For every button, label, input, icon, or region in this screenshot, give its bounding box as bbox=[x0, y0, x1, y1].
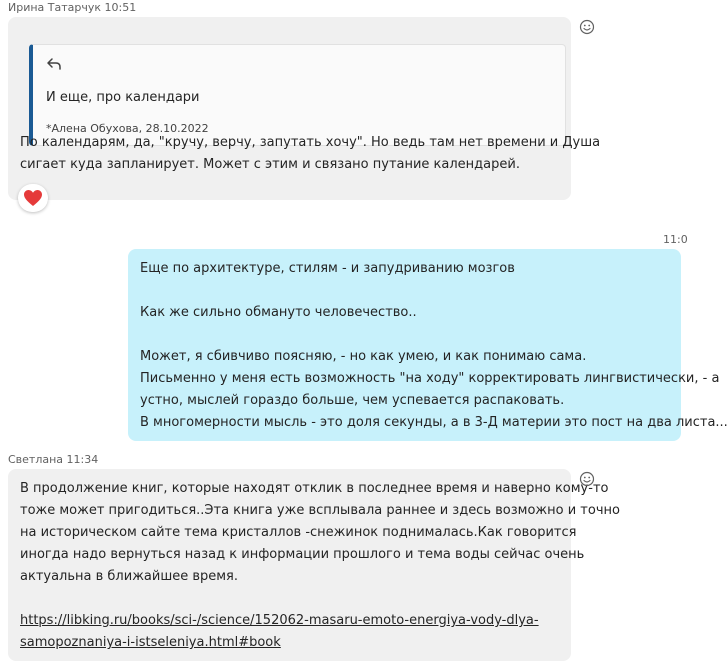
reply-arrow-icon bbox=[46, 57, 62, 71]
quoted-author: *Алена Обухова, 28.10.2022 bbox=[46, 122, 209, 135]
quoted-text: И еще, про календари bbox=[46, 90, 200, 105]
add-reaction-icon[interactable] bbox=[579, 19, 595, 35]
message-bubble-incoming[interactable] bbox=[8, 17, 601, 200]
message-timestamp: 11:0 bbox=[663, 233, 688, 246]
message-text-line: устно, мыслей гораздо больше, чем успевается распаковать. bbox=[140, 393, 565, 408]
message-text-line: По календарям, да, "кручу, верчу, запутать хочу". Но ведь там нет времени и Душа bbox=[20, 135, 601, 150]
book-link-line[interactable]: https://libking.ru/books/sci-/science/152062-masaru-emoto-energiya-vody-dlya- bbox=[20, 613, 539, 628]
book-link-line[interactable]: samopoznaniya-i-istseleniya.html#book bbox=[20, 635, 281, 650]
message-text-line: сигает куда запланирует. Может с этим и связано путание календарей. bbox=[20, 157, 520, 172]
quoted-reply[interactable] bbox=[29, 44, 566, 146]
message-text-line: тоже может пригодиться..Эта книга уже всплывала раннее и здесь возможно и точно bbox=[20, 503, 620, 518]
message-text-line: В продолжение книг, которые находят отклик в последнее время и наверно кому-то bbox=[20, 481, 609, 496]
message-text-line: актуальна в ближайшее время. bbox=[20, 569, 239, 584]
message-bubble-outgoing[interactable] bbox=[128, 249, 728, 441]
sender-header: Ирина Татарчук 10:51 bbox=[8, 1, 137, 14]
message-text-line: Письменно у меня есть возможность "на ходу" корректировать лингвистически, - а bbox=[140, 371, 720, 386]
sender-header: Светлана 11:34 bbox=[8, 453, 99, 466]
message-text-line: Еще по архитектуре, стилям - и запудриванию мозгов bbox=[140, 261, 515, 276]
heart-icon bbox=[23, 189, 43, 207]
message-text-line: Как же сильно обмануто человечество.. bbox=[140, 305, 417, 320]
message-text-line: В многомерности мысль - это доля секунды, а в 3-Д материи это пост на два листа... bbox=[140, 415, 728, 430]
message-text-line: иногда надо вернуться назад к информации прошлого и тема воды сейчас очень bbox=[20, 547, 585, 562]
reaction-badge[interactable] bbox=[18, 184, 48, 212]
message-text-line: на историческом сайте тема кристаллов -снежинок поднималась.Как говорится bbox=[20, 525, 577, 540]
add-reaction-icon[interactable] bbox=[579, 471, 595, 487]
message-bubble-incoming[interactable] bbox=[8, 469, 620, 661]
message-text-line: Может, я сбивчиво поясняю, - но как умею, и как понимаю сама. bbox=[140, 349, 587, 364]
